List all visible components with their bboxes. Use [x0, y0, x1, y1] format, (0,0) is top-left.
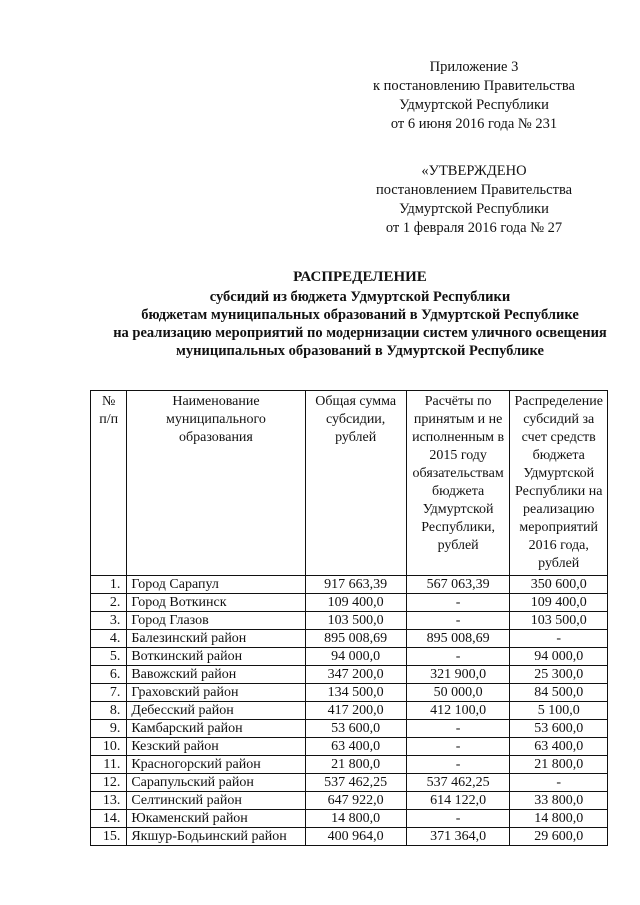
obligations-2015: -	[406, 648, 510, 666]
approval-line: постановлением Правительства	[375, 182, 573, 198]
header-total-sum: Общая сумма субсидии, рублей	[305, 391, 406, 576]
row-number: 6.	[91, 666, 127, 684]
table-row	[91, 702, 608, 720]
municipality-name: Сарапульский район	[127, 774, 305, 792]
municipality-name: Селтинский район	[127, 792, 305, 810]
distribution-2016: 21 800,0	[510, 756, 608, 774]
row-number: 13.	[91, 792, 127, 810]
municipality-name: Якшур-Бодьинский район	[127, 828, 305, 846]
total-sum: 109 400,0	[305, 594, 406, 612]
appendix-block	[344, 58, 604, 134]
header-2016-distribution: Распределение субсидий за счет средств бюджета Удмуртской Республики на реализацию мероприятий 2016 года, рублей	[510, 391, 608, 576]
row-number: 4.	[91, 630, 127, 648]
total-sum: 417 200,0	[305, 702, 406, 720]
obligations-2015: 371 364,0	[406, 828, 510, 846]
row-number: 9.	[91, 720, 127, 738]
obligations-2015: 567 063,39	[406, 576, 510, 594]
distribution-2016: 103 500,0	[510, 612, 608, 630]
row-number: 12.	[91, 774, 127, 792]
municipality-name: Камбарский район	[127, 720, 305, 738]
total-sum: 347 200,0	[305, 666, 406, 684]
row-number: 14.	[91, 810, 127, 828]
obligations-2015: 537 462,25	[406, 774, 510, 792]
obligations-2015: 50 000,0	[406, 684, 510, 702]
distribution-2016: 350 600,0	[510, 576, 608, 594]
total-sum: 134 500,0	[305, 684, 406, 702]
table-row	[91, 684, 608, 702]
row-number: 8.	[91, 702, 127, 720]
title-line: муниципальных образований в Удмуртской Республике	[176, 343, 544, 359]
table-row	[91, 738, 608, 756]
row-number: 1.	[91, 576, 127, 594]
distribution-2016: 14 800,0	[510, 810, 608, 828]
approval-line: от 1 февраля 2016 года № 27	[385, 220, 563, 236]
table-row	[91, 756, 608, 774]
title-line: на реализацию мероприятий по модернизации систем уличного освещения	[113, 325, 607, 341]
total-sum: 21 800,0	[305, 756, 406, 774]
table-row	[91, 594, 608, 612]
municipality-name: Город Глазов	[127, 612, 305, 630]
total-sum: 63 400,0	[305, 738, 406, 756]
obligations-2015: 614 122,0	[406, 792, 510, 810]
distribution-2016: -	[510, 630, 608, 648]
appendix-line: Удмуртской Республики	[399, 97, 549, 113]
document-title	[60, 268, 640, 360]
distribution-2016: -	[510, 774, 608, 792]
municipality-name: Балезинский район	[127, 630, 305, 648]
municipality-name: Вавожский район	[127, 666, 305, 684]
total-sum: 94 000,0	[305, 648, 406, 666]
row-number: 3.	[91, 612, 127, 630]
header-municipality: Наименование муниципального образования	[127, 391, 305, 576]
total-sum: 53 600,0	[305, 720, 406, 738]
obligations-2015: -	[406, 594, 510, 612]
municipality-name: Кезский район	[127, 738, 305, 756]
table-row	[91, 774, 608, 792]
distribution-2016: 53 600,0	[510, 720, 608, 738]
distribution-2016: 29 600,0	[510, 828, 608, 846]
table-row	[91, 666, 608, 684]
total-sum: 917 663,39	[305, 576, 406, 594]
municipality-name: Красногорский район	[127, 756, 305, 774]
total-sum: 400 964,0	[305, 828, 406, 846]
header-number: № п/п	[91, 391, 127, 576]
table-row	[91, 576, 608, 594]
approval-line: Удмуртской Республики	[399, 201, 549, 217]
total-sum: 537 462,25	[305, 774, 406, 792]
total-sum: 14 800,0	[305, 810, 406, 828]
header-2015-obligations: Расчёты по принятым и не исполненным в 2015 году обязательствам бюджета Удмуртской Республики, рублей	[406, 391, 510, 576]
row-number: 10.	[91, 738, 127, 756]
row-number: 5.	[91, 648, 127, 666]
appendix-line: к постановлению Правительства	[373, 78, 575, 94]
table-row	[91, 720, 608, 738]
distribution-2016: 84 500,0	[510, 684, 608, 702]
obligations-2015: -	[406, 810, 510, 828]
distribution-2016: 94 000,0	[510, 648, 608, 666]
total-sum: 647 922,0	[305, 792, 406, 810]
table-row	[91, 792, 608, 810]
appendix-line: от 6 июня 2016 года № 231	[390, 116, 558, 132]
table-row	[91, 810, 608, 828]
title-line: бюджетам муниципальных образований в Удмуртской Республике	[141, 307, 579, 323]
obligations-2015: -	[406, 612, 510, 630]
municipality-name: Юкаменский район	[127, 810, 305, 828]
distribution-2016: 25 300,0	[510, 666, 608, 684]
title-line: субсидий из бюджета Удмуртской Республики	[209, 289, 511, 305]
appendix-line: Приложение 3	[429, 59, 519, 75]
row-number: 7.	[91, 684, 127, 702]
table-row	[91, 648, 608, 666]
obligations-2015: 895 008,69	[406, 630, 510, 648]
table-row	[91, 630, 608, 648]
obligations-2015: -	[406, 738, 510, 756]
distribution-2016: 109 400,0	[510, 594, 608, 612]
municipality-name: Дебесский район	[127, 702, 305, 720]
subsidy-table	[90, 390, 608, 846]
approval-line: «УТВЕРЖДЕНО	[421, 163, 527, 179]
municipality-name: Воткинский район	[127, 648, 305, 666]
row-number: 2.	[91, 594, 127, 612]
distribution-2016: 33 800,0	[510, 792, 608, 810]
table-body	[91, 576, 608, 846]
obligations-2015: 412 100,0	[406, 702, 510, 720]
table-row	[91, 612, 608, 630]
approval-block	[344, 162, 604, 238]
obligations-2015: 321 900,0	[406, 666, 510, 684]
municipality-name: Город Воткинск	[127, 594, 305, 612]
total-sum: 103 500,0	[305, 612, 406, 630]
obligations-2015: -	[406, 756, 510, 774]
subsidy-table-wrapper	[90, 390, 608, 846]
municipality-name: Город Сарапул	[127, 576, 305, 594]
distribution-2016: 5 100,0	[510, 702, 608, 720]
distribution-2016: 63 400,0	[510, 738, 608, 756]
table-row	[91, 828, 608, 846]
row-number: 15.	[91, 828, 127, 846]
municipality-name: Граховский район	[127, 684, 305, 702]
title-main: РАСПРЕДЕЛЕНИЕ	[293, 269, 427, 285]
total-sum: 895 008,69	[305, 630, 406, 648]
obligations-2015: -	[406, 720, 510, 738]
table-header-row	[91, 391, 608, 576]
row-number: 11.	[91, 756, 127, 774]
